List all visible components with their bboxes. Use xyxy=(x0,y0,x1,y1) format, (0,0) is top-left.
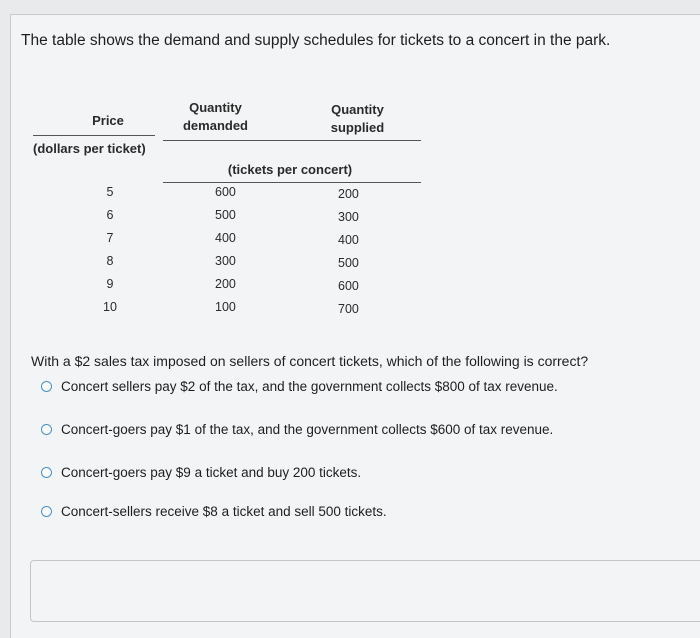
price-column xyxy=(85,181,135,319)
quantity-supplied-header-line2: supplied xyxy=(330,120,385,135)
quantity-demanded-header xyxy=(173,99,258,135)
quantity-supplied-cell: 700 xyxy=(338,302,359,316)
quantity-demanded-cell: 200 xyxy=(215,277,236,291)
quantity-demanded-cell: 300 xyxy=(215,254,236,268)
quantity-demanded-header-line1: Quantity xyxy=(189,100,242,115)
quantity-supplied-cell: 200 xyxy=(338,187,359,201)
radio-button-icon[interactable] xyxy=(41,506,52,517)
question-panel xyxy=(10,14,700,638)
price-cell: 8 xyxy=(106,254,114,268)
schedule-table xyxy=(33,81,413,321)
price-unit-header: (dollars per ticket) xyxy=(33,141,146,156)
quantity-demanded-column xyxy=(215,181,265,319)
radio-button-icon[interactable] xyxy=(41,381,52,392)
price-header: Price xyxy=(92,113,124,128)
price-cell: 5 xyxy=(106,185,114,199)
quantity-supplied-header-line1: Quantity xyxy=(331,102,384,117)
quantity-demanded-cell: 600 xyxy=(215,185,236,199)
question-text: With a $2 sales tax imposed on sellers of concert tickets, which of the following is correct? xyxy=(31,353,589,369)
price-cell: 6 xyxy=(106,208,114,222)
quantity-header-rule xyxy=(163,140,421,141)
quantity-demanded-header-line2: demanded xyxy=(182,118,248,133)
answer-option-label: Concert sellers pay $2 of the tax, and the government collects $800 of tax revenue. xyxy=(61,378,558,394)
response-area[interactable] xyxy=(30,560,700,622)
quantity-supplied-header xyxy=(315,101,400,137)
price-cell: 10 xyxy=(103,300,117,314)
quantity-demanded-cell: 100 xyxy=(215,300,236,314)
answer-option-2[interactable] xyxy=(41,418,553,440)
quantity-supplied-column xyxy=(338,183,388,321)
price-cell: 9 xyxy=(106,277,114,291)
radio-button-icon[interactable] xyxy=(41,424,52,435)
price-header-rule xyxy=(33,135,155,136)
answer-option-3[interactable] xyxy=(41,461,361,483)
quantity-unit-header: (tickets per concert) xyxy=(227,162,353,177)
answer-option-4[interactable] xyxy=(41,500,387,522)
intro-text: The table shows the demand and supply schedules for tickets to a concert in the park. xyxy=(21,32,611,49)
answer-option-label: Concert-goers pay $9 a ticket and buy 200 tickets. xyxy=(61,464,362,480)
quantity-supplied-cell: 300 xyxy=(338,210,359,224)
quantity-supplied-cell: 500 xyxy=(338,256,359,270)
quantity-supplied-cell: 400 xyxy=(338,233,359,247)
answer-option-1[interactable] xyxy=(41,375,558,397)
radio-button-icon[interactable] xyxy=(41,467,52,478)
quantity-supplied-cell: 600 xyxy=(338,279,359,293)
quantity-demanded-cell: 400 xyxy=(215,231,236,245)
answer-option-label: Concert-sellers receive $8 a ticket and sell 500 tickets. xyxy=(61,503,387,519)
quantity-demanded-cell: 500 xyxy=(215,208,236,222)
price-cell: 7 xyxy=(106,231,114,245)
answer-option-label: Concert-goers pay $1 of the tax, and the government collects $600 of tax revenue. xyxy=(61,421,554,437)
